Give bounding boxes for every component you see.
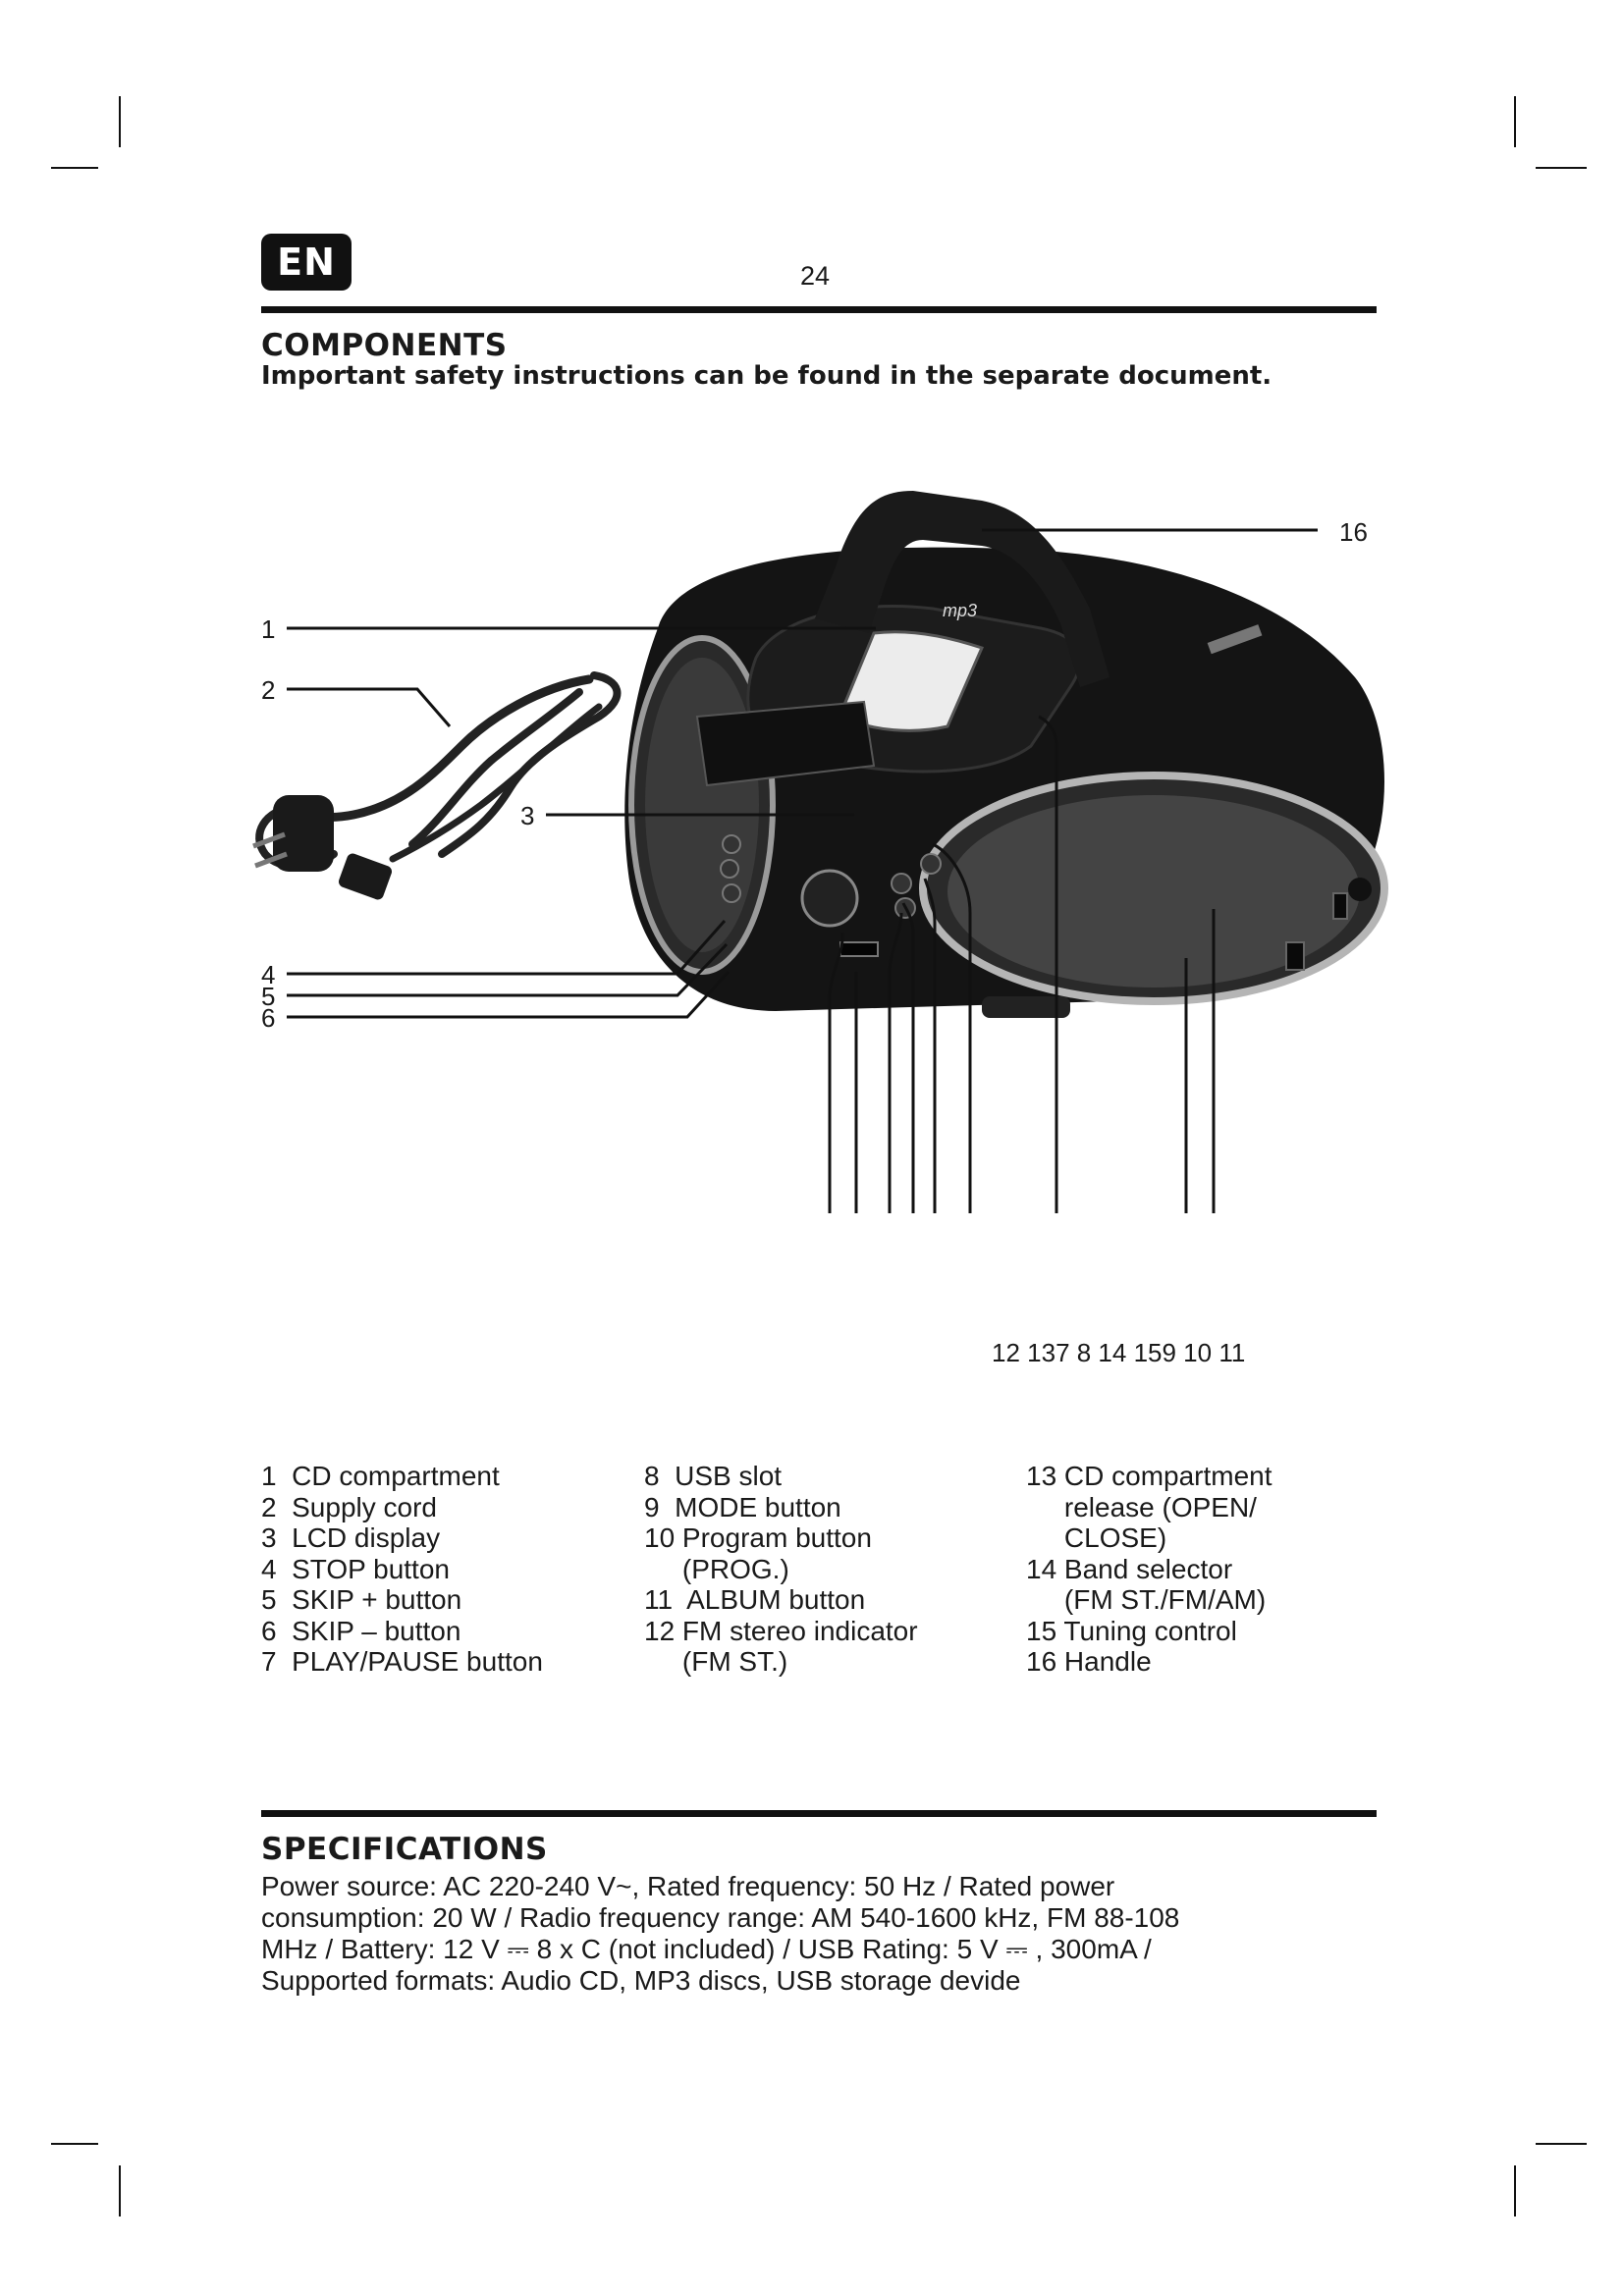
spec-line: Power source: AC 220-240 V~, Rated frequency: 50 Hz / Rated power [261, 1871, 1115, 1901]
crop-mark-bottom-left-horizontal [51, 2143, 98, 2145]
spec-line: MHz / Battery: 12 V ⎓ 8 x C (not included) / USB Rating: 5 V ⎓ , 300mA / [261, 1934, 1152, 1964]
legend-item: 5 SKIP + button [261, 1584, 462, 1615]
safety-note: Important safety instructions can be found in the separate document. [261, 361, 1272, 391]
legend-item: 2 Supply cord [261, 1491, 437, 1522]
boombox-image [624, 491, 1384, 1018]
callout-number-2: 2 [261, 675, 276, 705]
page-number: 24 [799, 261, 831, 291]
legend-item: release (OPEN/ [1026, 1491, 1257, 1522]
legend-column-3 [1026, 1461, 1272, 1678]
legend-item: 15 Tuning control [1026, 1615, 1237, 1646]
legend-item: 13 CD compartment [1026, 1461, 1272, 1491]
legend-item: (PROG.) [644, 1553, 789, 1584]
legend-item: (FM ST./FM/AM) [1026, 1584, 1267, 1615]
legend-column-2 [644, 1461, 918, 1678]
boombox-diagram [226, 422, 1394, 1364]
legend-item: 3 LCD display [261, 1522, 441, 1553]
legend-item: 7 PLAY/PAUSE button [261, 1646, 543, 1677]
spec-line: Supported formats: Audio CD, MP3 discs, USB storage devide [261, 1965, 1021, 1996]
legend-item: 9 MODE button [644, 1491, 841, 1522]
crop-mark-top-right-vertical [1514, 96, 1516, 147]
legend-item: 16 Handle [1026, 1646, 1152, 1677]
callout-numbers-bottom: 12 137 8 14 159 10 11 [992, 1338, 1246, 1364]
crop-mark-bottom-right-horizontal [1536, 2143, 1587, 2145]
section-rule-specifications [261, 1810, 1377, 1817]
legend-item: 1 CD compartment [261, 1461, 500, 1491]
callout-number-1: 1 [261, 614, 276, 644]
specifications-text [261, 1871, 1380, 1997]
legend-item: 12 FM stereo indicator [644, 1615, 918, 1646]
legend-item: CLOSE) [1026, 1522, 1167, 1553]
legend-item: 11 ALBUM button [644, 1584, 866, 1615]
legend-item: 4 STOP button [261, 1553, 450, 1584]
callout-number-3: 3 [520, 801, 535, 830]
callout-line-2 [287, 689, 450, 726]
legend-item: 8 USB slot [644, 1461, 783, 1491]
components-heading: COMPONENTS [261, 328, 508, 363]
specifications-heading: SPECIFICATIONS [261, 1832, 548, 1867]
spec-line: consumption: 20 W / Radio frequency range: AM 540-1600 kHz, FM 88-108 [261, 1902, 1180, 1933]
crop-mark-bottom-right-vertical [1514, 2165, 1516, 2216]
section-rule-top [261, 306, 1377, 313]
legend-item: 14 Band selector [1026, 1553, 1233, 1584]
device-logo: mp3 [943, 601, 978, 620]
callout-number-16: 16 [1339, 517, 1368, 547]
crop-mark-top-left-vertical [119, 96, 121, 147]
legend-column-1 [261, 1461, 543, 1678]
language-badge: EN [261, 234, 352, 291]
callout-number-4: 4 [261, 960, 276, 989]
crop-mark-bottom-left-vertical [119, 2165, 121, 2216]
callout-number-5: 5 [261, 982, 276, 1011]
callout-number-6: 6 [261, 1003, 276, 1033]
legend-item: 6 SKIP – button [261, 1615, 461, 1646]
crop-mark-top-left-horizontal [51, 167, 98, 169]
legend-item: 10 Program button [644, 1522, 872, 1553]
crop-mark-top-right-horizontal [1536, 167, 1587, 169]
legend-item: (FM ST.) [644, 1646, 788, 1677]
